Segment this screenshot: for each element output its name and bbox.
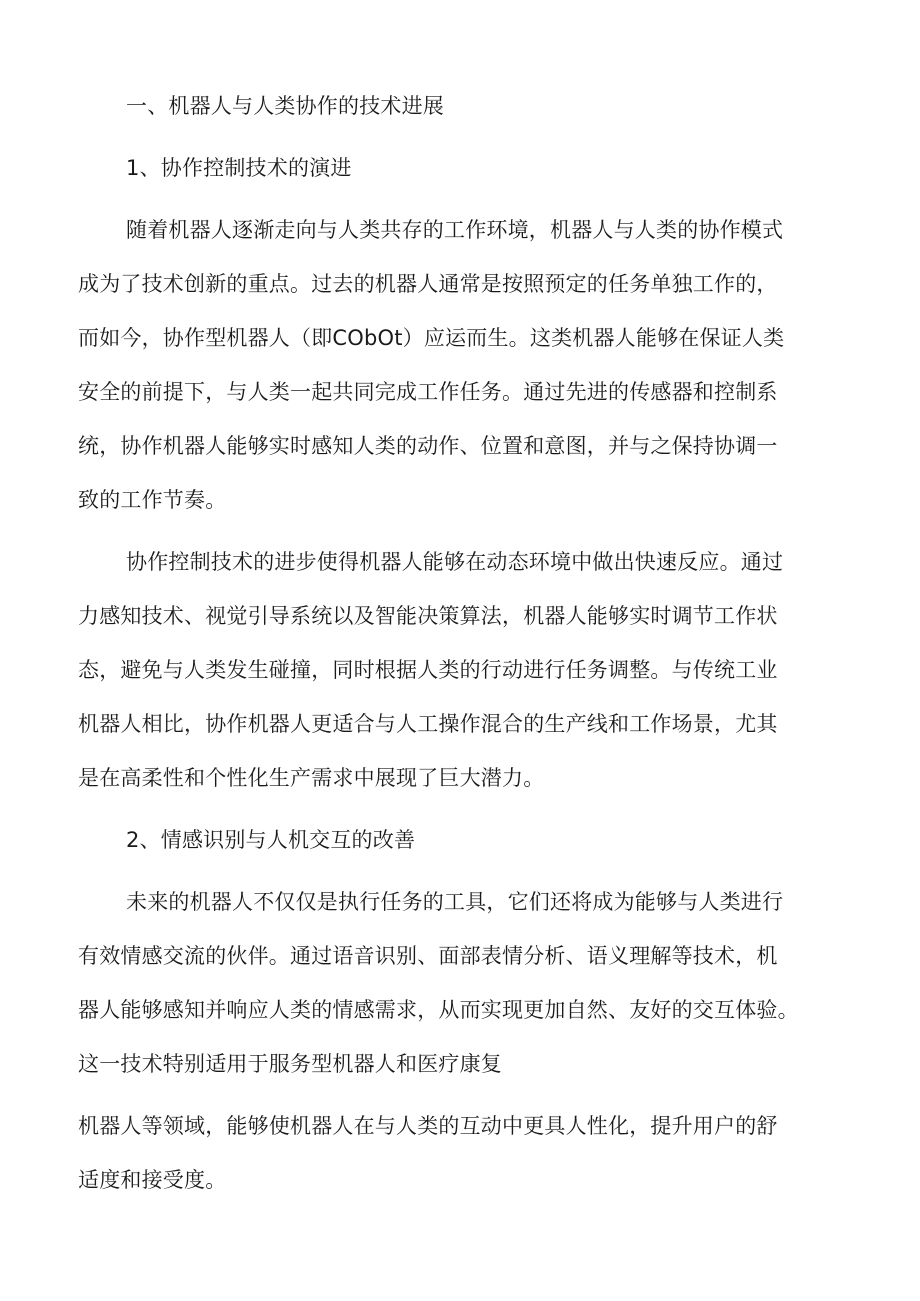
paragraph-3-line-3: 器人能够感知并响应人类的情感需求，从而实现更加自然、友好的交互体验。 [78,998,799,1022]
paragraph-1-line-5: 统，协作机器人能够实时感知人类的动作、位置和意图，并与之保持协调一 [78,434,778,458]
paragraph-2-line-4: 机器人相比，协作机器人更适合与人工操作混合的生产线和工作场景，尤其 [78,712,778,736]
paragraph-4-line-1: 机器人等领域，能够使机器人在与人类的互动中更具人性化，提升用户的舒 [78,1114,778,1138]
paragraph-2-line-3: 态，避免与人类发生碰撞，同时根据人类的行动进行任务调整。与传统工业 [78,658,778,682]
section-heading: 一、机器人与人类协作的技术进展 [126,94,444,118]
paragraph-1-line-2: 成为了技术创新的重点。过去的机器人通常是按照预定的任务单独工作的， [78,272,778,296]
paragraph-1-line-4: 安全的前提下，与人类一起共同完成工作任务。通过先进的传感器和控制系 [78,380,778,404]
paragraph-4-line-2: 适度和接受度。 [78,1168,227,1192]
paragraph-2-line-2: 力感知技术、视觉引导系统以及智能决策算法，机器人能够实时调节工作状 [78,604,778,628]
paragraph-2-line-1: 协作控制技术的进步使得机器人能够在动态环境中做出快速反应。通过 [126,550,784,574]
paragraph-3-line-1: 未来的机器人不仅仅是执行任务的工具，它们还将成为能够与人类进行 [126,890,784,914]
paragraph-3-line-2: 有效情感交流的伙伴。通过语音识别、面部表情分析、语义理解等技术，机 [78,944,778,968]
paragraph-2-line-5: 是在高柔性和个性化生产需求中展现了巨大潜力。 [78,766,545,790]
subsection-heading-2: 2、情感识别与人机交互的改善 [126,828,416,852]
paragraph-1-line-6: 致的工作节奏。 [78,488,227,512]
paragraph-3-line-4: 这一技术特别适用于服务型机器人和医疗康复 [78,1052,502,1076]
subsection-heading-1: 1、协作控制技术的演进 [126,156,352,180]
paragraph-1-line-3: 而如今，协作型机器人（即CObOt）应运而生。这类机器人能够在保证人类 [78,326,785,350]
paragraph-1-line-1: 随着机器人逐渐走向与人类共存的工作环境，机器人与人类的协作模式 [126,218,784,242]
